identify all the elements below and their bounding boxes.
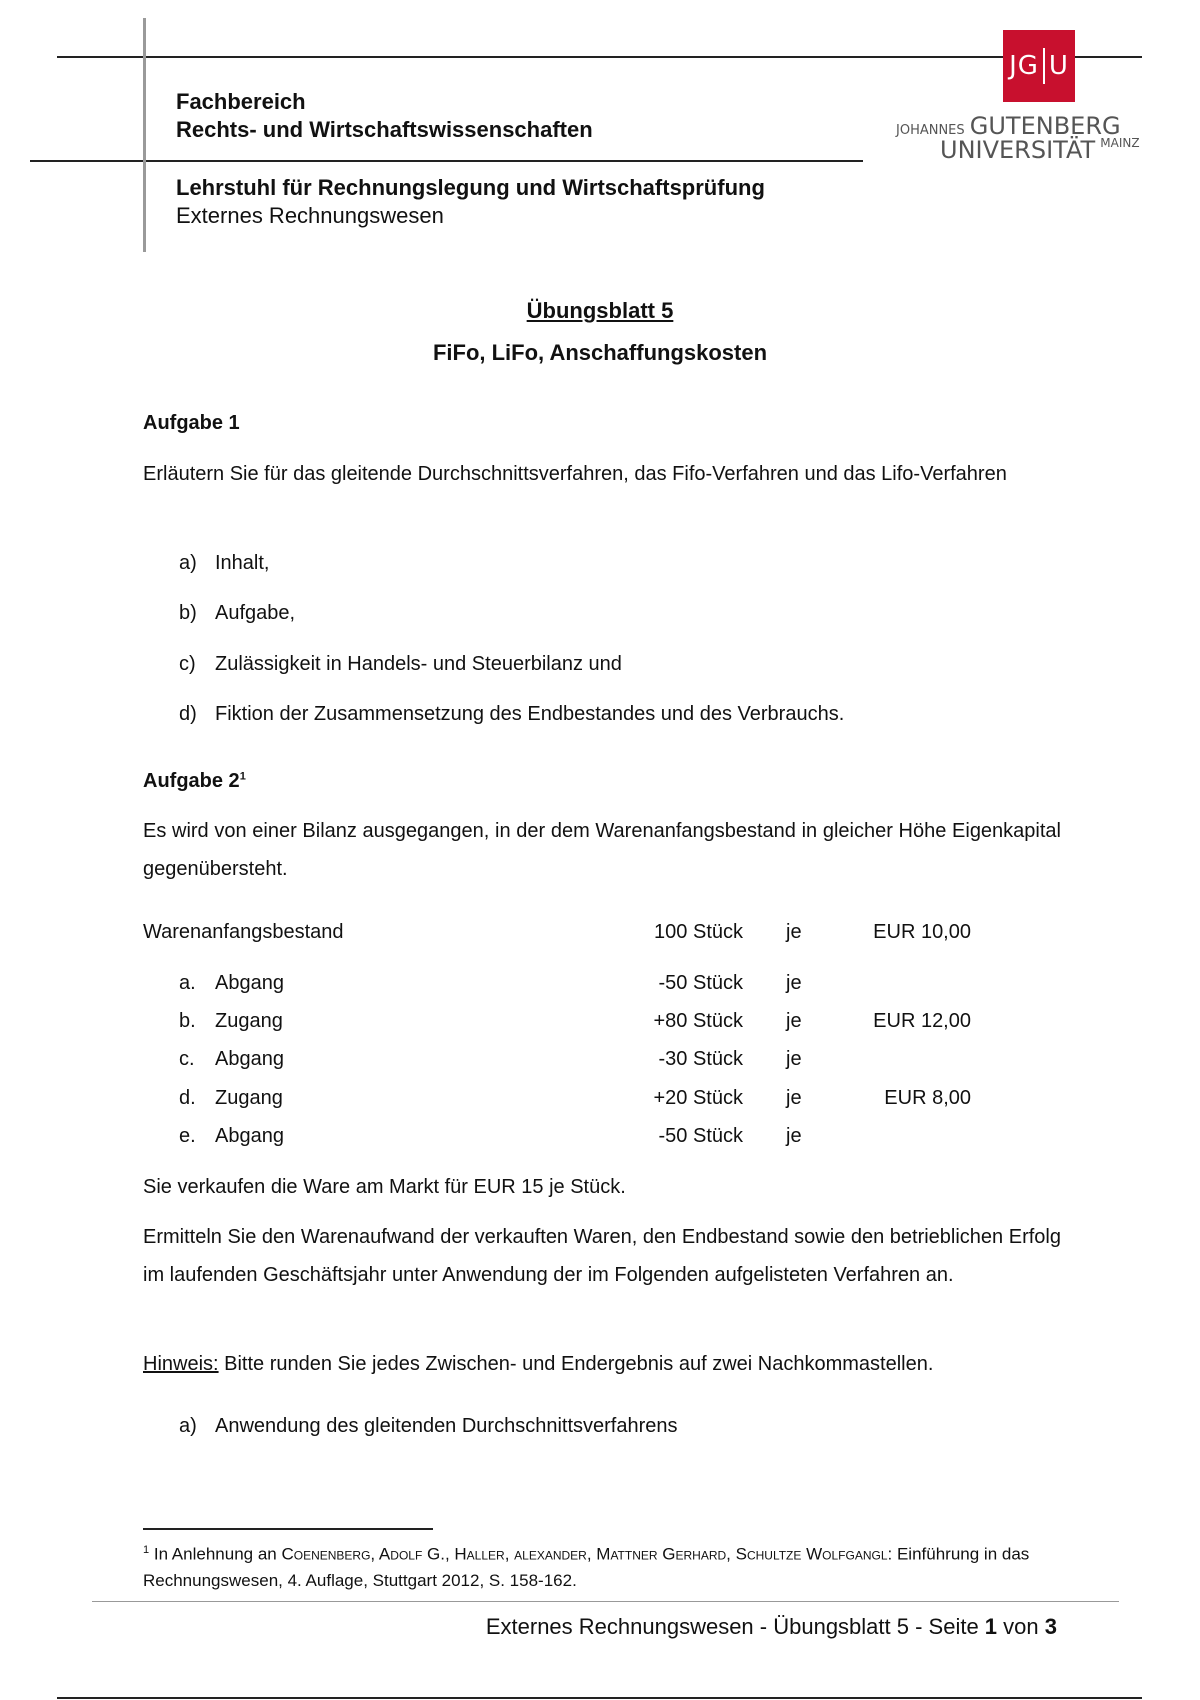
task1-heading: Aufgabe 1 (143, 412, 240, 434)
sheet-title: Übungsblatt 5 (526, 298, 674, 323)
dept-line-2: Rechts- und Wirtschaftswissenschaften (176, 117, 593, 142)
table-row: d. Zugang +20 Stück je EUR 8,00 (179, 1087, 971, 1109)
table-row: b. Zugang +80 Stück je EUR 12,00 (179, 1010, 971, 1032)
table-row: e. Abgang -50 Stück je (179, 1125, 802, 1147)
dept-line-1: Fachbereich (176, 89, 306, 114)
footnote-1: $^1$ In Anlehnung an Coenenberg, Adolf G., Haller, alexander, Mattner Gerhard, Schultze Wolfgangl: Einführung in das Rechnungswesen, 4. Auflage, Stuttgart 2012, S. 158-162. (143, 1544, 1030, 1590)
table-row: c. Abgang -30 Stück je (179, 1048, 802, 1070)
header-vertical-rule (143, 18, 146, 252)
header-mid-rule (30, 160, 863, 162)
subject-name: Externes Rechnungswesen (176, 203, 444, 228)
jgu-logo-mark: JG U (1003, 30, 1075, 102)
task2-heading: Aufgabe $2^1$ (143, 770, 246, 792)
task2-sale-text: Sie verkaufen die Ware am Markt für EUR 15 je Stück. (143, 1176, 626, 1198)
task2-instruction: Ermitteln Sie den Warenaufwand der verkauften Waren, den Endbestand sowie den betrieblichen Erfolg im laufenden Geschäftsjahr unter Anwendung der im Folgenden aufgelisteten Verfahren an. (143, 1226, 1061, 1286)
table-row-opening: Warenanfangsbestand 100 Stück je EUR 10,00 (143, 921, 971, 943)
chair-name: Lehrstuhl für Rechnungslegung und Wirtschaftsprüfung (176, 175, 765, 200)
task2-intro: Es wird von einer Bilanz ausgegangen, in der dem Warenanfangsbestand in gleicher Höhe Eigenkapital gegenübersteht. (143, 820, 1061, 880)
header-top-rule (57, 56, 1142, 58)
jgu-logo-text-line1: JOHANNES GUTENBERG (896, 112, 1121, 140)
sheet-subtitle: FiFo, LiFo, Anschaffungskosten (432, 340, 768, 365)
footer-bottom-rule (57, 1697, 1142, 1699)
table-row: a. Abgang -50 Stück je (179, 972, 802, 994)
footnote-rule (143, 1528, 433, 1530)
task2-hint: Hinweis: Bitte runden Sie jedes Zwischen- und Endergebnis auf zwei Nachkommastellen. (143, 1353, 934, 1375)
footer-top-rule (92, 1601, 1119, 1602)
task1-intro: Erläutern Sie für das gleitende Durchschnittsverfahren, das Fifo-Verfahren und das Lifo-Verfahren (143, 463, 1007, 485)
jgu-logo-text-line2: UNIVERSITÄT $^{MAINZ}$ (940, 136, 1140, 164)
page-footer: Externes Rechnungswesen - Übungsblatt 5 - Seite 1 von 3 (485, 1614, 1057, 1639)
